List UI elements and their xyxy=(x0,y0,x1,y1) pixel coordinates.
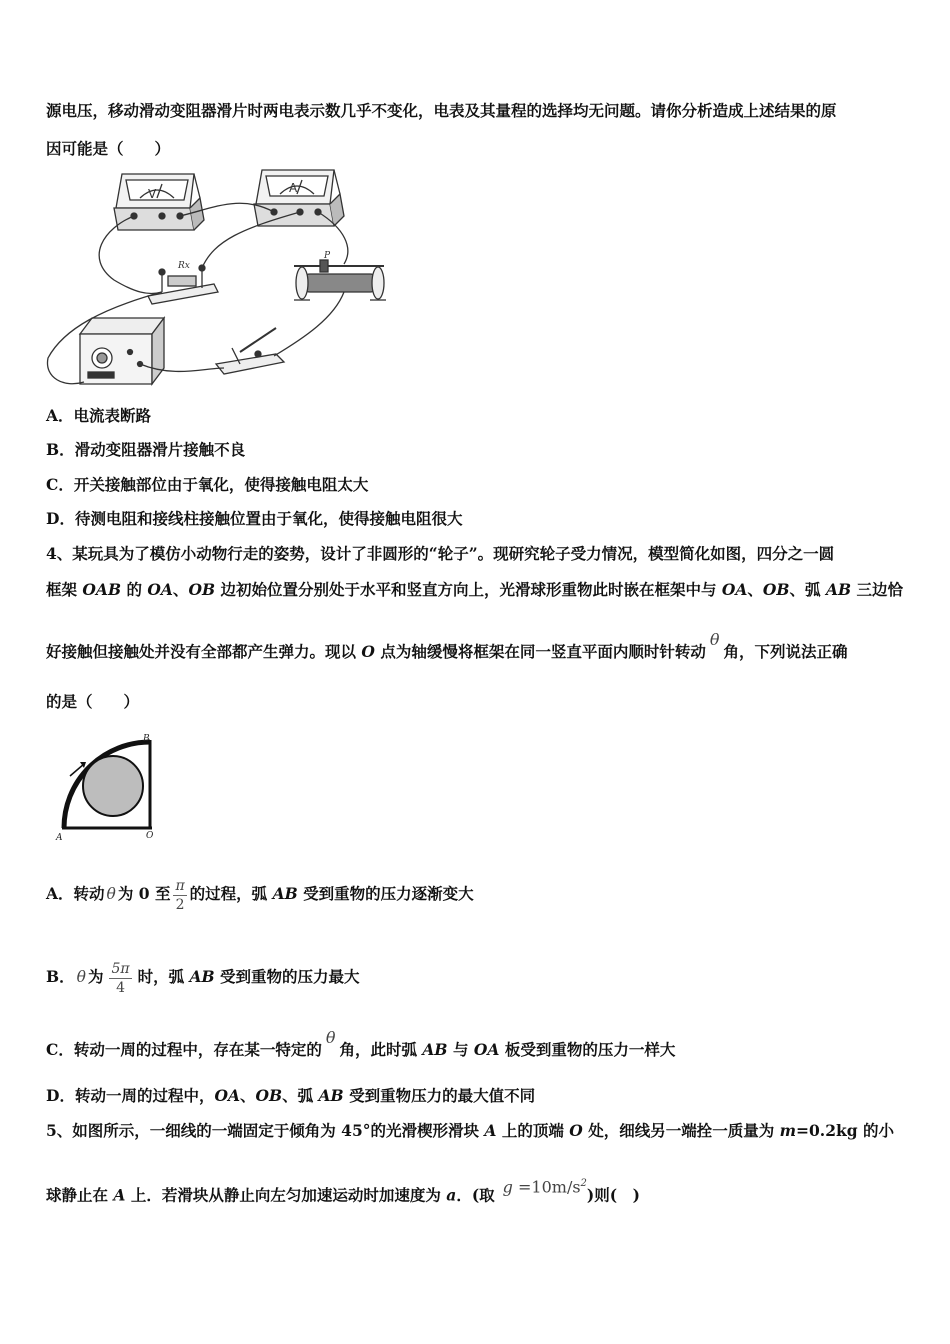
q3-option-a: A．电流表断路 xyxy=(46,406,152,425)
q4-text-line3: 好接触但接触处并没有全部都产生弹力。现以 O 点为轴缓慢将框架在同一竖直平面内顺时针转动θ角，下列说法正确 xyxy=(46,630,848,661)
label-B: B xyxy=(143,734,150,744)
q3-option-b: B．滑动变阻器滑片接触不良 xyxy=(46,440,246,459)
label-O: O xyxy=(146,831,154,841)
theta-symbol: θ xyxy=(709,630,720,649)
ammeter-label: A xyxy=(289,181,298,195)
rheostat-label: P xyxy=(324,251,331,261)
ammeter xyxy=(254,170,344,226)
q4-text-line4: 的是（ ） xyxy=(46,692,140,711)
voltmeter xyxy=(114,174,204,230)
quarter-circle-figure xyxy=(46,728,166,846)
resistor-label: Rx xyxy=(178,261,190,271)
q3-text-line1: 源电压，移动滑动变阻器滑片时两电表示数几乎不变化，电表及其量程的选择均无问题。请你分析造成上述结果的原 xyxy=(46,101,837,120)
q4-text-line1: 4、某玩具为了模仿小动物行走的姿势，设计了非圆形的“轮子”。现研究轮子受力情况，模型简化如图，四分之一圆 xyxy=(46,544,835,563)
q4-option-c: C．转动一周的过程中，存在某一特定的θ角，此时弧 AB 与 OA 板受到重物的压力一样大 xyxy=(46,1028,676,1059)
label-A: A xyxy=(56,833,63,843)
q5-text-line2: 球静止在 A 上．若滑块从静止向左匀加速运动时加速度为 a．(取 $g =10m/s^2$)则( ) xyxy=(46,1182,640,1205)
q3-option-c: C．开关接触部位由于氧化，使得接触电阻太大 xyxy=(46,475,369,494)
q3-option-d: D．待测电阻和接线柱接触位置由于氧化，使得接触电阻很大 xyxy=(46,509,463,528)
rheostat xyxy=(294,260,386,300)
q3-text-line2: 因可能是（ ） xyxy=(46,139,171,158)
power-supply xyxy=(80,318,164,384)
q5-text-line1: 5、如图所示，一细线的一端固定于倾角为 45°的光滑楔形滑块 A 上的顶端 O 处，细线另一端拴一质量为 m=0.2kg 的小 xyxy=(46,1121,894,1140)
q4-text-line2: 框架 OAB 的 OA、OB 边初始位置分别处于水平和竖直方向上，光滑球形重物此时嵌在框架中与 OA、OB、弧 AB 三边恰 xyxy=(46,580,904,599)
switch xyxy=(216,328,284,374)
q4-option-a: A．转动 θ 为 0 至 $\frac{\pi}{2}$ 的过程，弧 AB 受到重物的压力逐渐变大 xyxy=(46,877,474,913)
gravity-formula: $g =10m/s^2$ xyxy=(502,1177,587,1197)
q4-option-d: D．转动一周的过程中，OA、OB、弧 AB 受到重物压力的最大值不同 xyxy=(46,1086,536,1105)
voltmeter-label: V xyxy=(148,187,157,201)
q4-option-b: B． θ 为 $\frac{5\pi}{4}$ 时，弧 AB 受到重物的压力最大 xyxy=(46,960,360,996)
circuit-figure xyxy=(44,168,396,390)
